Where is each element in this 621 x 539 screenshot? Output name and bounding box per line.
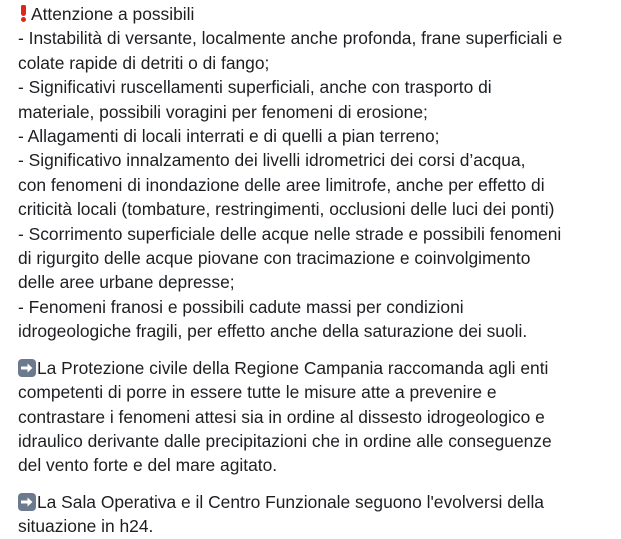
paragraph-text: La Sala Operativa e il Centro Funzionale seguono l'evolversi della bbox=[37, 491, 544, 512]
right-arrow-icon bbox=[18, 359, 36, 377]
red-exclamation-icon bbox=[18, 4, 29, 22]
alert-list-line: colate rapide di detriti o di fango; bbox=[18, 52, 270, 73]
paragraph-text: La Protezione civile della Regione Campania raccomanda agli enti bbox=[37, 357, 549, 378]
alert-list-line: - Fenomeni franosi e possibili cadute massi per condizioni bbox=[18, 296, 464, 317]
alert-list-line: delle aree urbane depresse; bbox=[18, 272, 235, 293]
alert-list-line: - Scorrimento superficiale delle acque nelle strade e possibili fenomeni bbox=[18, 223, 562, 244]
alert-list-line: materiale, possibili voragini per fenomeni di erosione; bbox=[18, 101, 428, 122]
alert-list-line: - Significativi ruscellamenti superficiali, anche con trasporto di bbox=[18, 77, 492, 98]
paragraph-line: competenti di porre in essere tutte le misure atte a prevenire e bbox=[18, 382, 497, 403]
alert-list-line: - Instabilità di versante, localmente anche profonda, frane superficiali e bbox=[18, 28, 563, 49]
alert-list-line: criticità locali (tombature, restringimenti, occlusioni delle luci dei ponti) bbox=[18, 199, 555, 220]
alert-list-line: di rigurgito delle acque piovane con tracimazione e coinvolgimento bbox=[18, 248, 531, 269]
alert-list-line: con fenomeni di inondazione delle aree limitrofe, anche per effetto di bbox=[18, 174, 545, 195]
paragraph-line: idraulico derivante dalle precipitazioni che in ordine alle conseguenze bbox=[18, 430, 552, 451]
paragraph-line: contrastare i fenomeni attesi sia in ordine al dissesto idrogeologico e bbox=[18, 406, 545, 427]
alert-list-line: idrogeologiche fragili, per effetto anche della saturazione dei suoli. bbox=[18, 321, 528, 342]
alert-heading-line bbox=[18, 2, 616, 26]
alert-heading: Attenzione a possibili bbox=[31, 4, 195, 24]
post-text bbox=[18, 2, 616, 539]
alert-list-line: - Allagamenti di locali interrati e di quelli a pian terreno; bbox=[18, 126, 440, 147]
paragraph-line: del vento forte e del mare agitato. bbox=[18, 455, 278, 476]
alert-list-line: - Significativo innalzamento dei livelli idrometrici dei corsi d’acqua, bbox=[18, 150, 526, 171]
right-arrow-icon bbox=[18, 493, 36, 511]
paragraph-line bbox=[18, 490, 616, 514]
paragraph-line bbox=[18, 356, 616, 380]
paragraph-line: situazione in h24. bbox=[18, 516, 154, 537]
